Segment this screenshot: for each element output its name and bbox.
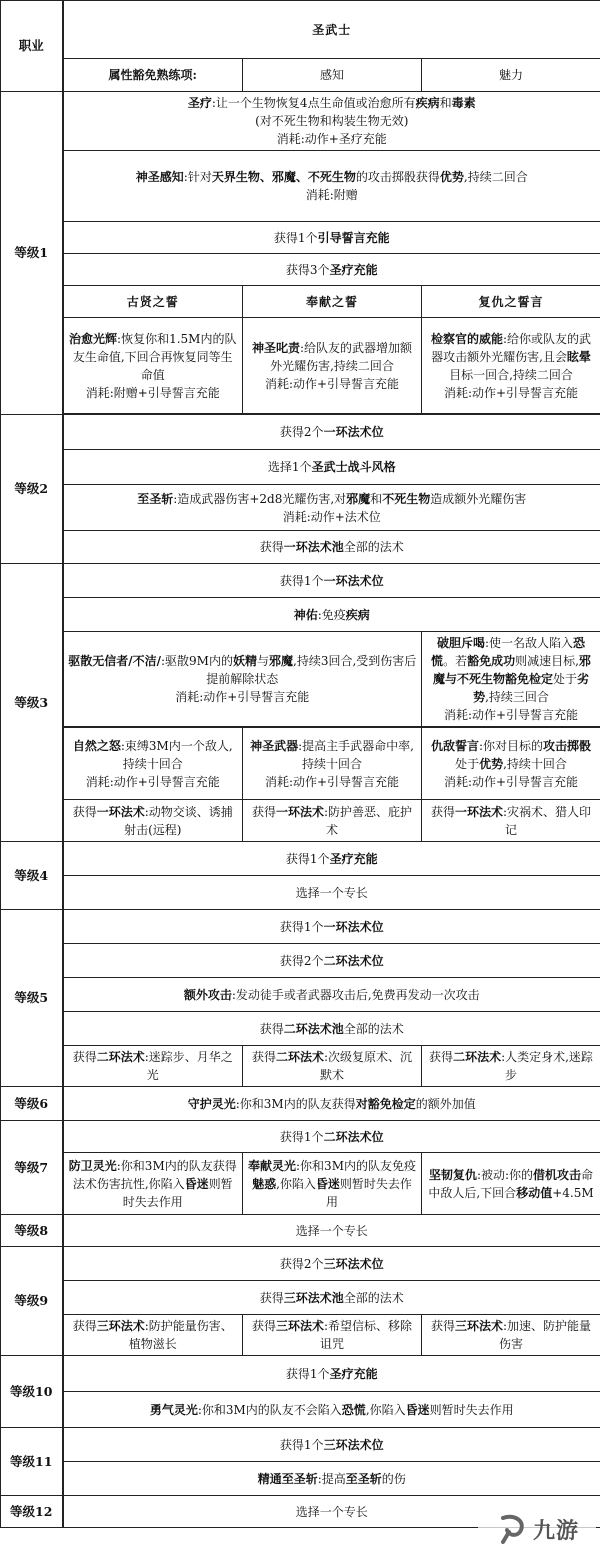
level-8-label: 等级8	[1, 1215, 63, 1247]
lv4-feat-row	[1, 876, 600, 910]
lv11-slot-row	[1, 1428, 600, 1462]
save-wisdom: 感知	[243, 59, 422, 92]
lv9-oath-spells-row	[1, 1315, 600, 1356]
oath-ancients: 古贤之誓	[63, 286, 243, 318]
lay-on-hands-feature: 圣疗:让一个生物恢复4点生命值或治愈所有疾病和毒素 (对不死生物和构装生物无效) 消耗:动作+圣疗充能	[63, 92, 600, 151]
watermark-text: 九游	[532, 1518, 579, 1544]
lv10-heal-charge: 获得1个圣疗充能	[63, 1356, 600, 1392]
aura-of-devotion: 奉献灵光:你和3M内的队友免疫魅惑,你陷入昏迷则暂时失去作用	[243, 1153, 422, 1215]
lv1-channel-oath-row	[1, 222, 600, 254]
save-charisma: 魅力	[422, 59, 600, 92]
aura-of-protection: 守护灵光:你和3M内的队友获得对豁免检定的额外加值	[63, 1087, 600, 1121]
lv6-row	[1, 1087, 600, 1121]
lv10-heal-row	[1, 1356, 600, 1392]
watermark	[478, 1503, 596, 1555]
lv5-spell-pool-row	[1, 1012, 600, 1046]
lv5-ancients-spells: 获得二环法术:迷踪步、月华之光	[63, 1046, 243, 1087]
jiuyou-logo-icon	[495, 1512, 529, 1546]
lv8-row	[1, 1215, 600, 1247]
lv4-feat: 选择一个专长	[63, 876, 600, 910]
lv1-divine-sense-row	[1, 151, 600, 222]
lv8-feat: 选择一个专长	[63, 1215, 600, 1247]
lv7-slot-row	[1, 1121, 600, 1153]
lv1-lay-on-hands-row	[1, 92, 600, 151]
lv4-heal-row	[1, 842, 600, 876]
abjure-unfaithful: 驱散无信者/不洁/:驱散9M内的妖精与邪魔,持续3回合,受到伤害后提前解除状态 消耗:动作+引导誓言充能	[63, 632, 422, 727]
oath-vengeance: 复仇之誓言	[422, 286, 600, 318]
lv11-smite-row	[1, 1462, 600, 1496]
inquisitors-might: 检察官的威能:给你或队友的武器攻击额外光耀伤害,且会眩晕目标一回合,持续二回合 消耗:动作+引导誓言充能	[422, 318, 600, 414]
lv9-pool-row	[1, 1281, 600, 1315]
class-label: 职业	[1, 1, 63, 92]
level-7-label: 等级7	[1, 1121, 63, 1215]
header-row	[1, 1, 600, 59]
fighting-style: 选择1个圣武士战斗风格	[63, 450, 600, 485]
level-6-label: 等级6	[1, 1087, 63, 1121]
abjure-enemy: 破胆斥喝:使一名敌人陷入恐慌。若豁免成功则减速目标,邪魔与不死生物豁免检定处于劣势,持续三回合 消耗:动作+引导誓言充能	[422, 632, 600, 727]
level-4-label: 等级4	[1, 842, 63, 910]
lv2-spell-pool: 获得一环法术池全部的法术	[63, 531, 600, 564]
lv7-aura-row	[1, 1153, 600, 1215]
lv9-ancients-spells: 获得三环法术:防护能量伤害、植物滋长	[63, 1315, 243, 1356]
lv3-vengeance-spells: 获得一环法术:灾祸术、猎人印记	[422, 800, 600, 842]
lv9-spell-slots: 获得2个三环法术位	[63, 1247, 600, 1281]
level-9-label: 等级9	[1, 1247, 63, 1356]
lv7-spell-slot: 获得1个二环法术位	[63, 1121, 600, 1153]
relentless-avenger: 坚韧复仇:被动:你的借机攻击命中敌人后,下回合移动值+4.5M	[422, 1153, 600, 1215]
level-10-label: 等级10	[1, 1356, 63, 1428]
vow-of-enmity: 仇敌誓言:你对目标的攻击掷骰处于优势,持续十回合 消耗:动作+引导誓言充能	[422, 728, 600, 800]
lv9-spell-pool: 获得三环法术池全部的法术	[63, 1281, 600, 1315]
level-11-label: 等级11	[1, 1428, 63, 1496]
sacred-weapon: 神圣武器:提高主手武器命中率,持续十回合 消耗:动作+引导誓言充能	[243, 728, 422, 800]
oath-devotion: 奉献之誓	[243, 286, 422, 318]
gain-channel-oath: 获得1个引导誓言充能	[63, 222, 600, 254]
lv3-slots-row	[1, 564, 600, 598]
aura-of-warding: 防卫灵光:你和3M内的队友获得法术伤害抗性,你陷入昏迷则暂时失去作用	[63, 1153, 243, 1215]
gain-lay-on-hands-charges: 获得3个圣疗充能	[63, 254, 600, 286]
lv2-fighting-style-row	[1, 450, 600, 485]
natures-wrath: 自然之怒:束缚3M内一个敌人,持续十回合 消耗:动作+引导誓言充能	[63, 728, 243, 800]
lv5-slot1-row	[1, 910, 600, 944]
lv5-first-level-slot: 获得1个一环法术位	[63, 910, 600, 944]
lv9-slot-row	[1, 1247, 600, 1281]
lv5-oath-spells-row	[1, 1046, 600, 1087]
lv5-slot2-row	[1, 944, 600, 978]
level-3-label: 等级3	[1, 564, 63, 842]
lv3-spell-slots: 获得1个一环法术位	[63, 564, 600, 598]
lv2-smite-row	[1, 485, 600, 531]
lv2-slots-row	[1, 415, 600, 450]
lv12-feat: 选择一个专长	[63, 1496, 600, 1528]
lv1-heal-charges-row	[1, 254, 600, 286]
aura-of-courage: 勇气灵光:你和3M内的队友不会陷入恐慌,你陷入昏迷则暂时失去作用	[63, 1392, 600, 1428]
lv5-second-level-slots: 获得2个二环法术位	[63, 944, 600, 978]
lv3-ancients-spells: 获得一环法术:动物交谈、诱捕射击(远程)	[63, 800, 243, 842]
lv4-heal-charge: 获得1个圣疗充能	[63, 842, 600, 876]
holy-rebuke: 神圣叱责:给队友的武器增加额外光耀伤害,持续二回合 消耗:动作+引导誓言充能	[243, 318, 422, 414]
level-12-label: 等级12	[1, 1496, 63, 1528]
lv3-divine-health-row	[1, 598, 600, 632]
level-2-label: 等级2	[1, 415, 63, 564]
lv2-spell-slots: 获得2个一环法术位	[63, 415, 600, 450]
lv5-extra-attack-row	[1, 978, 600, 1012]
lv5-spell-pool: 获得二环法术池全部的法术	[63, 1012, 600, 1046]
lv3-oath-abilities-row	[1, 728, 600, 800]
saves-row	[1, 59, 600, 92]
lv10-courage-row	[1, 1392, 600, 1428]
divine-health: 神佑:免疫疾病	[63, 598, 600, 632]
lv3-devotion-spells: 获得一环法术:防护善恶、庇护术	[243, 800, 422, 842]
divine-sense-feature: 神圣感知:针对天界生物、邪魔、不死生物的攻击掷骰获得优势,持续二回合 消耗:附赠	[63, 151, 600, 222]
lv2-spell-pool-row	[1, 531, 600, 564]
oath-abilities-row	[1, 318, 600, 414]
extra-attack: 额外攻击:发动徒手或者武器攻击后,免费再发动一次攻击	[63, 978, 600, 1012]
level-1-label: 等级1	[1, 92, 63, 415]
lv5-devotion-spells: 获得二环法术:次级复原术、沉默术	[243, 1046, 422, 1087]
lv11-spell-slot: 获得1个三环法术位	[63, 1428, 600, 1462]
lv5-vengeance-spells: 获得二环法术:人类定身术,迷踪步	[422, 1046, 600, 1087]
class-name: 圣武士	[63, 1, 600, 59]
level-5-label: 等级5	[1, 910, 63, 1087]
healing-radiance: 治愈光辉:恢复你和1.5M内的队友生命值,下回合再恢复同等生命值 消耗:附赠+引导誓言充能	[63, 318, 243, 414]
oath-header-row	[1, 286, 600, 318]
lv3-channel-row	[1, 632, 600, 727]
lv9-vengeance-spells: 获得三环法术:加速、防护能量伤害	[422, 1315, 600, 1356]
lv9-devotion-spells: 获得三环法术:希望信标、移除诅咒	[243, 1315, 422, 1356]
divine-smite: 至圣斩:造成武器伤害+2d8光耀伤害,对邪魔和不死生物造成额外光耀伤害 消耗:动作+法术位	[63, 485, 600, 531]
improved-divine-smite: 精通至圣斩:提高至圣斩的伤	[63, 1462, 600, 1496]
lv3-oath-spells-row	[1, 800, 600, 842]
saves-label: 属性豁免熟练项:	[63, 59, 243, 92]
